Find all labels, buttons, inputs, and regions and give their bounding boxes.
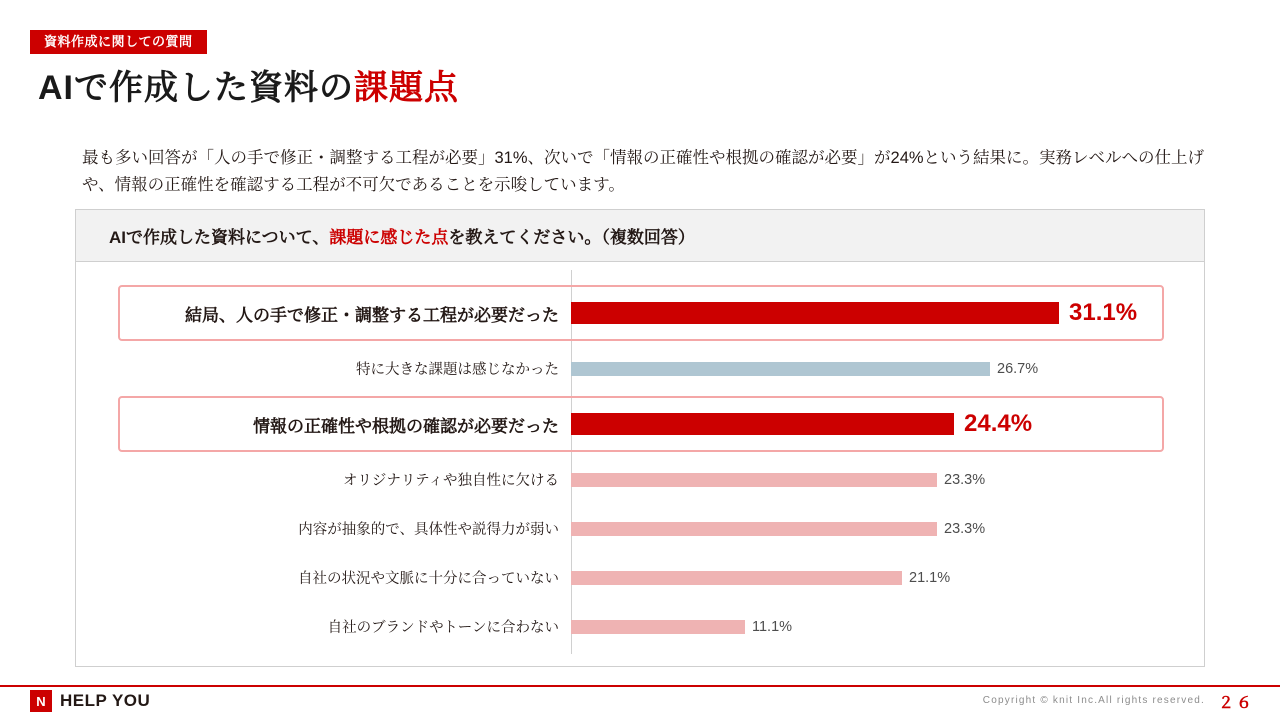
page-number: ２６ <box>1217 695 1254 712</box>
bar-value: 26.7% <box>997 360 1039 377</box>
bar-track <box>571 602 1204 651</box>
bar-fill <box>571 473 937 487</box>
bar-track <box>571 344 1204 393</box>
chart-rows <box>76 282 1204 651</box>
logo-text: HELP YOU <box>60 691 151 710</box>
bar-value: 11.1% <box>752 618 793 635</box>
question-text-post: を教えてください。（複数回答） <box>448 228 695 247</box>
bar-label: 特に大きな課題は感じなかった <box>356 362 559 378</box>
brand-logo <box>30 690 150 712</box>
bar-value: 21.1% <box>909 569 951 586</box>
bar-fill <box>571 362 990 376</box>
footer-divider <box>0 685 1280 687</box>
bar-track <box>571 455 1204 504</box>
chart-row <box>76 282 1204 344</box>
bar-track <box>571 282 1204 344</box>
bar-value: 23.3% <box>944 520 986 537</box>
chart-row <box>76 455 1204 504</box>
chart-row <box>76 553 1204 602</box>
bar-value: 23.3% <box>944 471 986 488</box>
bar-fill <box>571 522 937 536</box>
bar-chart <box>76 262 1204 666</box>
bar-fill <box>571 620 745 634</box>
chart-row <box>76 344 1204 393</box>
page-title-accent: 課題点 <box>354 69 459 107</box>
bar-value: 31.1% <box>1069 299 1138 326</box>
bar-track <box>571 553 1204 602</box>
bar-label: 情報の正確性や根拠の確認が必要だった <box>253 416 559 436</box>
bar-label: 自社の状況や文脈に十分に合っていない <box>298 571 559 587</box>
bar-fill <box>571 413 954 435</box>
bar-track <box>571 393 1204 455</box>
logo-icon: N <box>30 690 52 712</box>
chart-question-heading <box>76 210 1204 262</box>
bar-track <box>571 504 1204 553</box>
copyright-text: Copyright © knit Inc.All rights reserved. <box>982 695 1205 706</box>
question-text-pre: AIで作成した資料について、 <box>109 228 330 247</box>
bar-label: 自社のブランドやトーンに合わない <box>327 620 559 636</box>
chart-panel <box>75 209 1205 667</box>
bar-fill <box>571 571 902 585</box>
question-text-accent: 課題に感じた点 <box>329 228 449 247</box>
chart-row <box>76 393 1204 455</box>
bar-label: オリジナリティや独自性に欠ける <box>342 473 559 489</box>
lead-paragraph: 最も多い回答が「人の手で修正・調整する工程が必要」31%、次いで「情報の正確性や根拠の確認が必要」が24%という結果に。実務レベルへの仕上げや、情報の正確性を確認する工程が不可欠であることを示唆しています。 <box>82 149 1205 195</box>
page-title <box>38 68 459 109</box>
bar-label: 内容が抽象的で、具体性や説得力が弱い <box>298 522 559 538</box>
chart-row <box>76 504 1204 553</box>
bar-fill <box>571 302 1059 324</box>
section-tag: 資料作成に関しての質問 <box>30 30 207 54</box>
page-title-main: AIで作成した資料の <box>38 69 354 107</box>
bar-value: 24.4% <box>964 410 1033 437</box>
chart-row <box>76 602 1204 651</box>
bar-label: 結局、人の手で修正・調整する工程が必要だった <box>185 305 559 325</box>
